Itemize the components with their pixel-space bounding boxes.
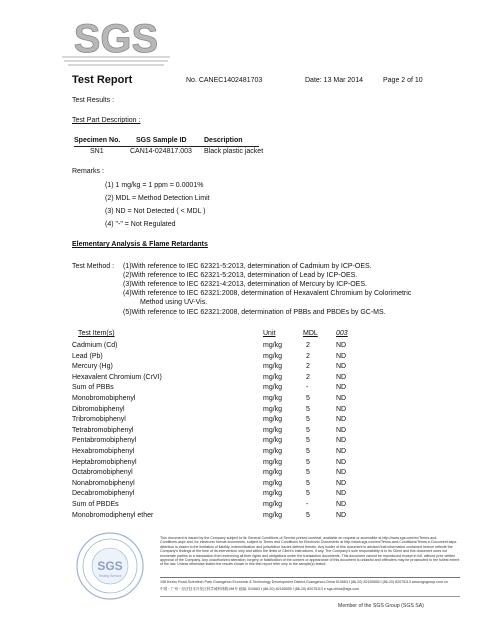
cell-mdl: 5 xyxy=(306,395,310,402)
cell-result: ND xyxy=(336,490,347,498)
remarks-label: Remarks : xyxy=(72,168,104,175)
table-row xyxy=(72,363,372,374)
table-row xyxy=(72,501,372,512)
table-row xyxy=(72,490,372,501)
cell-result: ND xyxy=(336,373,347,381)
table-row xyxy=(72,437,372,448)
cell-mdl: 5 xyxy=(306,437,310,445)
test-results-label: Test Results : xyxy=(72,97,115,104)
cell-result: ND xyxy=(336,511,347,519)
cell-result: ND xyxy=(336,395,347,402)
cell-result: ND xyxy=(336,437,347,445)
section-title: Elementary Analysis & Flame Retardants xyxy=(72,241,208,248)
cell-unit: mg/kg xyxy=(263,458,283,466)
remark-item: (3) ND = Not Detected ( < MDL ) xyxy=(105,208,206,215)
cell-result: ND xyxy=(336,458,347,466)
cell-item: Sum of PBBs xyxy=(72,384,114,392)
cell-mdl: 5 xyxy=(306,490,310,498)
cell-unit: mg/kg xyxy=(263,405,283,413)
cell-mdl: 5 xyxy=(306,469,310,477)
report-title: Test Report xyxy=(72,74,133,86)
footer-member: Member of the SGS Group (SGS SA) xyxy=(338,603,424,609)
cell-result: ND xyxy=(336,469,347,477)
test-part-description-label: Test Part Description : xyxy=(72,117,141,124)
seal-text: SGS xyxy=(97,559,123,573)
footer-bottom-rule xyxy=(160,596,460,597)
cell-result: ND xyxy=(336,342,347,349)
cell-mdl: 2 xyxy=(306,373,310,381)
cell-result: ND xyxy=(336,416,347,424)
table-row xyxy=(72,384,372,395)
footer-disclaimer: This document is issued by the Company subject to its General Conditions of Service printed overleaf, available on request or accessible at http://www.sgs.com/en/Terms-and-Conditions.aspx and, for electronic format documents, subject to Terms and Conditions for Electronic Documents at http://www.sgs.com/en/Terms-and-Conditions/Terms-e-Document.aspx. Attention is drawn to the limitation of liability, indemnification and jurisdiction issues defined therein. Any holder of this document is advised that information contained hereon reflects the Company's findings at the time of its intervention only and within the limits of Client's instructions, if any. The Company's sole responsibility is to its Client and this document does not exonerate parties to a transaction from exercising all their rights and obligations under the transaction documents. This document cannot be reproduced except in full, without prior written approval of the Company. Any unauthorized alteration, forgery or falsification of the content or appearance of this document is unlawful and offenders may be prosecuted to the fullest extent of the law. Unless otherwise stated the results shown in this test report refer only to the sample(s) tested . xyxy=(160,536,460,567)
cell-mdl: 5 xyxy=(306,458,310,466)
cell-unit: mg/kg xyxy=(263,384,283,392)
cell-mdl: 5 xyxy=(306,448,310,455)
table-row xyxy=(72,427,372,438)
cell-item: Dibromobiphenyl xyxy=(72,405,125,413)
cell-item: Hexavalent Chromium (CrVI) xyxy=(72,373,162,381)
cell-unit: mg/kg xyxy=(263,395,283,402)
table-row xyxy=(72,416,372,427)
header-unit: Unit xyxy=(263,330,276,337)
cell-unit: mg/kg xyxy=(263,437,283,445)
cell-unit: mg/kg xyxy=(263,511,283,519)
cell-item: Octabromobiphenyl xyxy=(72,469,133,477)
cell-result: ND xyxy=(336,405,347,413)
cell-unit: mg/kg xyxy=(263,416,283,424)
cell-unit: mg/kg xyxy=(263,352,283,360)
cell-unit: mg/kg xyxy=(263,501,283,508)
cell-result: ND xyxy=(336,352,347,360)
cell-item: Cadmium (Cd) xyxy=(72,342,118,349)
test-method-line: Method using UV-Vis. xyxy=(140,299,208,306)
header-test-items: Test Item(s) xyxy=(78,330,115,337)
cell-result: ND xyxy=(336,426,347,434)
cell-mdl: 5 xyxy=(306,511,310,519)
cell-result: ND xyxy=(336,363,347,371)
cell-item: Tribromobiphenyl xyxy=(72,416,126,424)
table-row xyxy=(72,459,372,470)
cell-unit: mg/kg xyxy=(263,469,283,477)
cell-unit: mg/kg xyxy=(263,426,283,434)
specimen-no: SN1 xyxy=(90,148,104,155)
table-row xyxy=(72,480,372,491)
table-row xyxy=(72,469,372,480)
cell-item: Tetrabromobiphenyl xyxy=(72,426,134,434)
remark-item: (2) MDL = Method Detection Limit xyxy=(105,195,210,202)
header-sample-003: 003 xyxy=(336,330,348,337)
cell-mdl: - xyxy=(306,384,309,392)
cell-item: Sum of PBDEs xyxy=(72,501,119,508)
cell-unit: mg/kg xyxy=(263,342,283,349)
cell-unit: mg/kg xyxy=(263,373,283,381)
results-header-row xyxy=(72,330,372,341)
cell-item: Mercury (Hg) xyxy=(72,363,113,371)
cell-item: Heptabromobiphenyl xyxy=(72,458,137,466)
test-method-line: (1)With reference to IEC 62321-5:2013, determination of Cadmium by ICP-OES. xyxy=(123,263,372,270)
specimen-header-no: Specimen No. xyxy=(74,137,121,144)
cell-unit: mg/kg xyxy=(263,490,283,498)
specimen-header-description: Description xyxy=(204,137,243,144)
logo-text: SGS xyxy=(73,17,159,61)
cell-mdl: 5 xyxy=(306,405,310,413)
table-row xyxy=(72,342,372,353)
specimen-header-id: SGS Sample ID xyxy=(136,137,187,144)
cell-unit: mg/kg xyxy=(263,479,283,487)
remark-item: (1) 1 mg/kg = 1 ppm = 0.0001% xyxy=(105,182,204,189)
cell-mdl: 5 xyxy=(306,426,310,434)
page-indicator: Page 2 of 10 xyxy=(383,77,423,84)
cell-mdl: 2 xyxy=(306,342,310,349)
cell-item: Monobromobiphenyl xyxy=(72,395,136,402)
table-row xyxy=(72,512,372,523)
header-mdl: MDL xyxy=(303,330,318,337)
cell-unit: mg/kg xyxy=(263,363,283,371)
cell-item: Monobromodiphenyl ether xyxy=(72,511,154,519)
test-method-line: (2)With reference to IEC 62321-5:2013, determination of Lead by ICP-OES. xyxy=(123,272,358,279)
specimen-header-rule xyxy=(74,146,259,147)
test-method-line: (4)With reference to IEC 62321:2008, determination of Hexavalent Chromium by Colorimetric xyxy=(123,290,412,297)
cell-unit: mg/kg xyxy=(263,448,283,455)
test-method-label: Test Method : xyxy=(72,263,115,270)
cell-item: Hexabromobiphenyl xyxy=(72,448,135,455)
sgs-logo xyxy=(60,10,172,66)
test-method-line: (3)With reference to IEC 62321-4:2013, determination of Mercury by ICP-OES. xyxy=(123,281,367,288)
specimen-description: Black plastic jacket xyxy=(204,148,264,155)
table-row xyxy=(72,395,372,406)
footer-address-cn: 中国・广州・经济技术开发区科学城科珠路198号 邮编: 510663 t (86-20) 82155555 f (86-20) 82075113 e sgs.china@sgs.com xyxy=(160,587,360,591)
cell-item: Nonabromobiphenyl xyxy=(72,479,135,487)
table-row xyxy=(72,353,372,364)
cell-mdl: - xyxy=(306,501,309,508)
cell-item: Pentabromobiphenyl xyxy=(72,437,137,445)
cell-mdl: 2 xyxy=(306,352,310,360)
table-row xyxy=(72,374,372,385)
specimen-sample-id: CAN14-024817.003 xyxy=(130,148,192,155)
report-date: Date: 13 Mar 2014 xyxy=(305,77,363,84)
cell-result: ND xyxy=(336,384,347,392)
cell-result: ND xyxy=(336,448,347,455)
cell-result: ND xyxy=(336,479,347,487)
table-row xyxy=(72,448,372,459)
cell-mdl: 5 xyxy=(306,479,310,487)
cell-result: ND xyxy=(336,501,347,508)
footer-address-en: 198 Kezhu Road,Scientech Park Guangzhou Economic & Technology Development District,Guangzhou,China 510663 t (86-20) 82155555 f (86-20) 82075113 www.sgsgroup.com.cn xyxy=(160,580,448,584)
seal-subtext: Testing Service xyxy=(98,574,122,578)
cell-mdl: 2 xyxy=(306,363,310,371)
report-number: No. CANEC1402481703 xyxy=(186,77,263,84)
table-row xyxy=(72,406,372,417)
remark-item: (4) "-" = Not Regulated xyxy=(105,221,176,228)
cell-mdl: 5 xyxy=(306,416,310,424)
test-method-line: (5)With reference to IEC 62321:2008, determination of PBBs and PBDEs by GC-MS. xyxy=(123,309,386,316)
footer-divider xyxy=(160,577,460,578)
cell-item: Lead (Pb) xyxy=(72,352,103,360)
sgs-seal xyxy=(74,530,146,602)
cell-item: Decabromobiphenyl xyxy=(72,490,135,498)
